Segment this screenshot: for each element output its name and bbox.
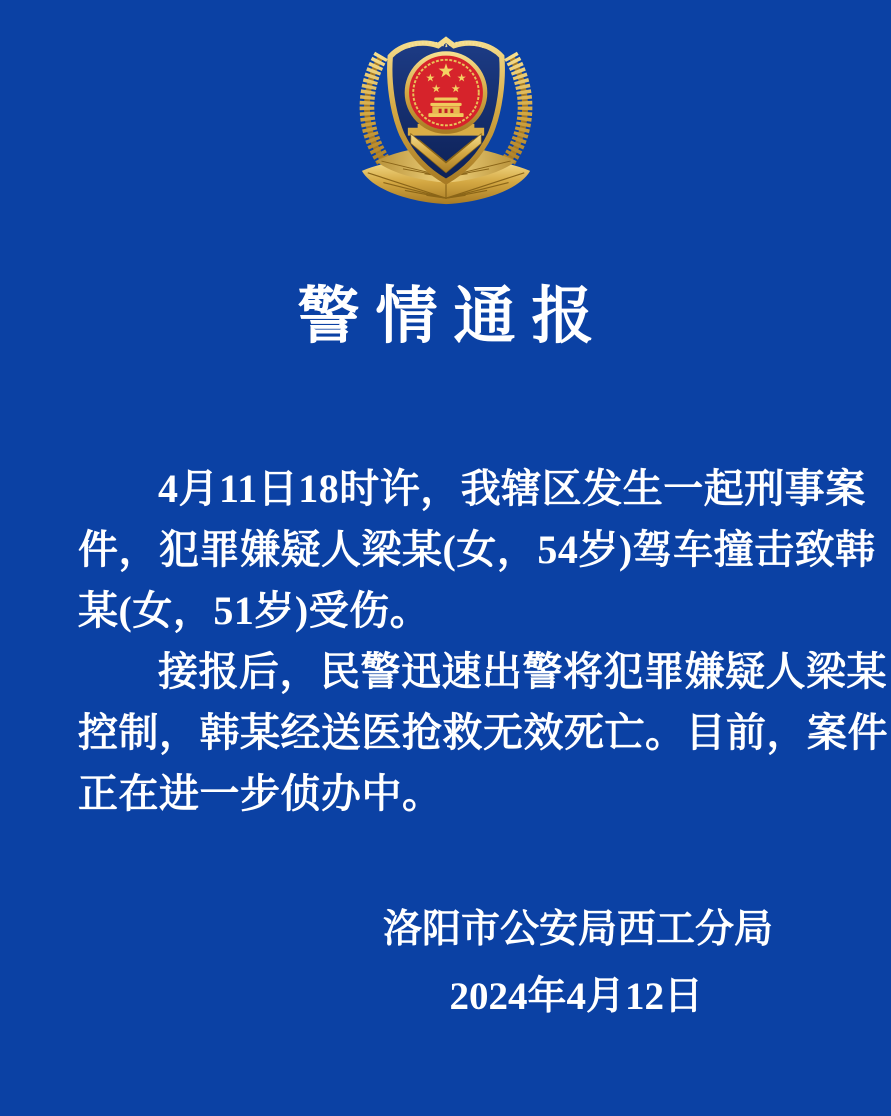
body-line: 4月11日18时许，我辖区发生一起刑事案 <box>158 466 866 511</box>
police-badge-emblem <box>348 30 544 208</box>
body-line: 控制，韩某经送医抢救无效死亡。目前，案件 <box>78 710 888 755</box>
issuing-agency: 洛阳市公安局西工分局 <box>382 908 773 951</box>
china-police-badge-icon <box>348 30 544 208</box>
body-line: 件，犯罪嫌疑人梁某(女，54岁)驾车撞击致韩 <box>78 527 876 572</box>
body-line: 某(女，51岁)受伤。 <box>78 588 431 633</box>
issue-date: 2024年4月12日 <box>449 975 703 1018</box>
badge-national-emblem <box>406 53 484 131</box>
notice-title: 警情通报 <box>297 283 610 351</box>
body-line: 接报后，民警迅速出警将犯罪嫌疑人梁某 <box>158 649 887 694</box>
signature-block <box>0 906 891 1030</box>
notice-body <box>78 458 888 824</box>
body-line: 正在进一步侦办中。 <box>78 771 443 816</box>
